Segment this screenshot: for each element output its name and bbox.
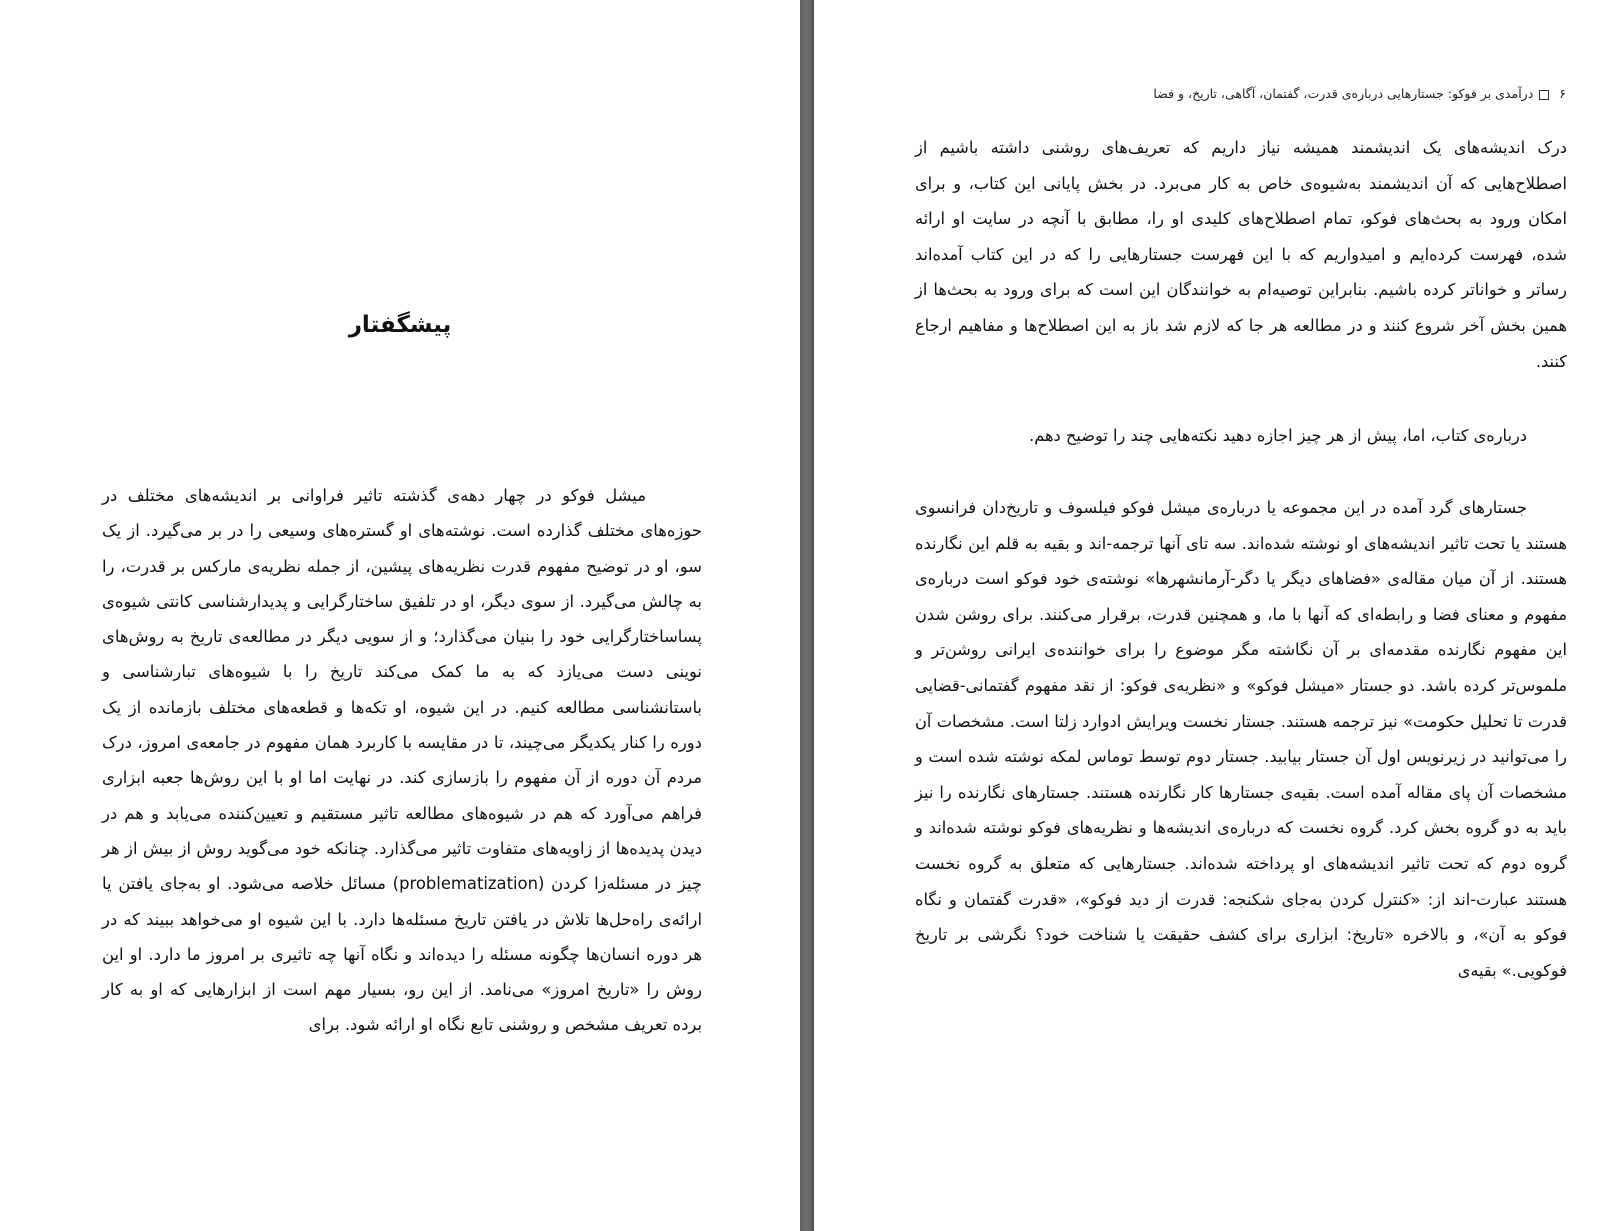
right-page-paragraph-2: درباره‌ی کتاب، اما، پیش از هر چیز اجازه دهید نکته‌هایی چند را توضیح دهم. <box>1029 426 1527 445</box>
page-number: ۶ <box>1559 86 1566 101</box>
page-gutter <box>800 0 814 1231</box>
left-page-paragraph: میشل فوکو در چهار دهه‌ی گذشته تاثیر فراوانی بر اندیشه‌های مختلف در حوزه‌های مختلف گذارده است. نوشته‌های او گستره‌های وسیعی را در بر می‌گیرد. از یک سو، او در توضیح مفهوم قدرت نظریه‌های پیشین، از جمله نظریه‌ی مارکس بر قدرت، را به چالش می‌گیرد. از سوی دیگر، او در تلفیق ساختارگرایی و پدیدارشناسی کانتی شیوه‌ی پساساختارگرایی خود را بنیان می‌گذارد؛ و از سویی دیگر در مطالعه‌ی تاریخ به روش‌های نوینی دست می‌یازد که به ما کمک می‌کند تاریخ را با شیوه‌های تبارشناسی و باستانشناسی مطالعه کنیم. در این شیوه، او تکه‌ها و قطعه‌های مختلف بازمانده از یک دوره را کنار یکدیگر می‌چیند، تا در مقایسه با کاربرد همان مفهوم در جامعه‌ی امروز، درک مردم آن دوره از آن مفهوم را بازسازی کند. در نهایت اما او با این روش‌ها جعبه ابزاری فراهم می‌آورد که هم در شیوه‌های مطالعه تاثیر مستقیم و تعیین‌کننده می‌یابد و هم در دیدن پدیده‌ها از زاویه‌های متفاوت تاثیر می‌گذارد. چنانکه خود می‌گوید روش از بیش از هر چیز در مسئله‌زا کردن (problematization) مسائل خلاصه می‌شود. او به‌جای یافتن یا ارائه‌ی راه‌حل‌ها تلاش در یافتن تاریخ مسئله‌ها دارد. با این شیوه او می‌خواهد ببیند که در هر دوره انسان‌ها چگونه مسئله را دیده‌اند و نگاه آنها چه تاثیری بر امروز ما دارد. او این روش را «تاریخ امروز» می‌نامد. از این رو، بسیار مهم است از ابزارهایی که او به کار برده تعریف مشخص و روشنی تابع نگاه او ارائه شود. برای <box>102 486 702 1035</box>
right-page-paragraph-1: درک اندیشه‌های یک اندیشمند همیشه نیاز داریم که تعریف‌های روشنی داشته باشیم از اصطلاح‌هایی که آن اندیشمند به‌شیوه‌ی خاص به کار می‌برد. در بخش پایانی این کتاب، و برای امکان ورود به بحث‌های فوکو، تمام اصطلاح‌های کلیدی او را، مطابق با آنچه در سایت او ارائه شده، فهرست کرده‌ایم و امیدواریم که با این فهرست جستارهایی را که در این کتاب آمده‌اند رساتر و خواناتر کرده باشیم. بنابراین توصیه‌ام به خوانندگان این است که برای ورود به بحث‌ها از همین بخش آخر شروع کنند و در مطالعه هر جا که لازم شد باز به این اصطلاح‌ها و مفاهیم ارجاع کنند. <box>915 138 1567 371</box>
left-page <box>0 0 800 1231</box>
square-bullet-icon <box>1539 90 1549 100</box>
right-page-paragraph-3: جستارهای گرد آمده در این مجموعه یا درباره‌ی میشل فوکو فیلسوف و تاریخ‌دان فرانسوی هستند یا تحت تاثیر اندیشه‌های او نوشته شده‌اند. سه تای آنها ترجمه‌-اند و بقیه به قلم این نگارنده هستند. از آن میان مقاله‌ی «فضاهای دیگر یا دگر-آرمانشهرها» نوشته‌ی خود فوکو است درباره‌ی مفهوم و معنای فضا و رابطه‌ای که آنها با ما، و همچنین قدرت، برقرار می‌کنند. برای روشن شدن این مفهوم نگارنده مقدمه‌ای بر آن نگاشته مگر موضوع را برای خواننده‌ی ایرانی روشن‌تر و ملموس‌تر کرده باشد. دو جستار «میشل فوکو» و «نظریه‌ی فوکو: از نقد مفهوم گفتمانی-قضایی قدرت تا تحلیل حکومت» نیز ترجمه هستند. جستار نخست ویرایش ادوارد زلتا است. مشخصات آن را می‌توانید در زیرنویس اول آن جستار بیابید. جستار دوم توسط توماس لمکه نوشته شده است و مشخصات آن پای مقاله آمده است. بقیه‌ی جستارها کار نگارنده هستند. جستارهای نگارنده را نیز باید به دو گروه بخش کرد. گروه نخست که درباره‌ی اندیشه‌ها و نظریه‌های فوکو نوشته شده‌اند و گروه دوم که تحت تاثیر اندیشه‌های او پرداخته شده‌اند. جستارهایی که متعلق به گروه نخست هستند عبارت-اند از: «کنترل کردن به‌جای شکنجه: قدرت از دید فوکو»، «قدرت گفتمان و نگاه فوکو به آن»، و بالاخره «تاریخ: ابزاری برای کشف حقیقت یا شناخت خود؟ نگرشی بر تاریخ فوکویی.» بقیه‌ی <box>915 498 1567 980</box>
running-header-title: درآمدی بر فوکو: جستارهایی درباره‌ی قدرت، گفتمان، آگاهی، تاریخ، و فضا <box>1153 86 1534 101</box>
chapter-title: پیشگفتار <box>348 312 452 338</box>
running-header <box>1060 86 1566 101</box>
right-page <box>814 0 1608 1231</box>
